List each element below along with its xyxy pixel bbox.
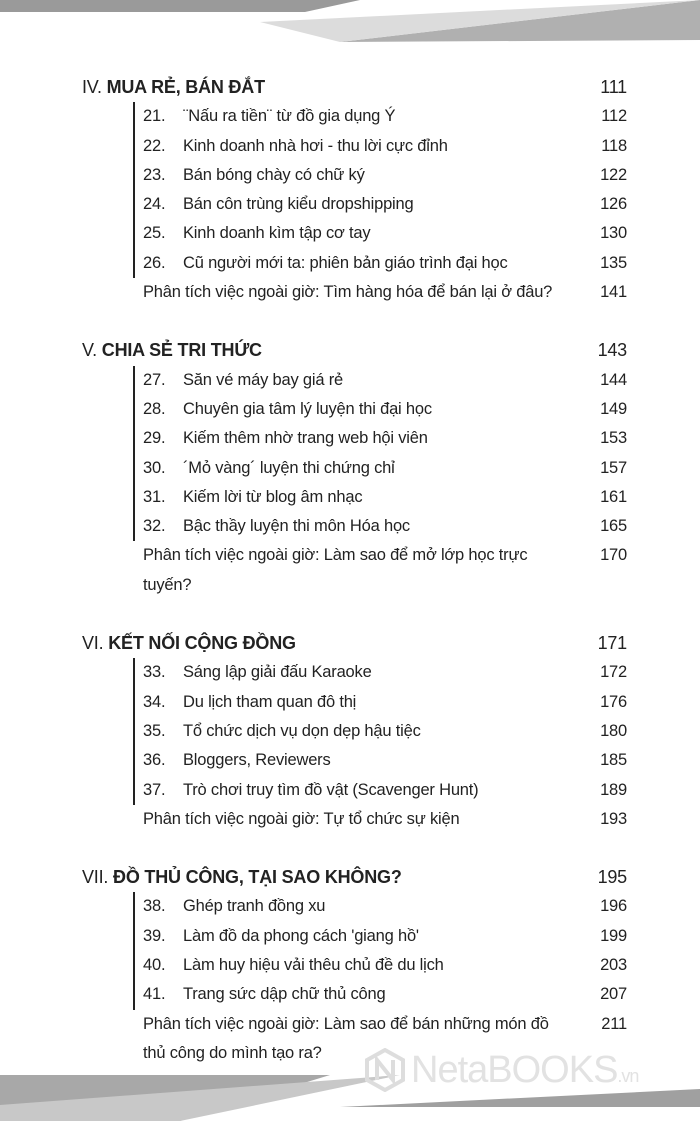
section-title <box>82 73 265 102</box>
chapter-page-number: 149 <box>600 399 627 418</box>
netabooks-logo-icon <box>365 1048 405 1092</box>
analysis-entry[interactable] <box>143 541 627 600</box>
chapter-title: Trò chơi truy tìm đồ vật (Scavenger Hunt) <box>183 780 479 799</box>
section-page-number: 171 <box>597 633 627 654</box>
section-roman-numeral: VII. <box>82 867 109 888</box>
section-page-number: 111 <box>600 77 627 97</box>
section-title <box>82 336 262 365</box>
chapter-number: 33. <box>143 663 166 682</box>
chapter-list <box>133 892 627 1009</box>
chapter-page-number: 161 <box>600 487 627 506</box>
chapter-page-number: 180 <box>600 721 627 740</box>
chapter-page-number: 112 <box>601 107 627 126</box>
chapter-label <box>143 395 432 424</box>
chapter-label <box>143 951 444 980</box>
section-page-number: 195 <box>597 867 627 888</box>
chapter-number: 38. <box>143 897 166 916</box>
chapter-number: 27. <box>143 370 166 389</box>
chapter-label <box>143 892 325 921</box>
chapter-title: Cũ người mới ta: phiên bản giáo trình đại học <box>183 253 508 272</box>
analysis-page-number: 141 <box>600 283 627 302</box>
chapter-number: 35. <box>143 721 166 740</box>
chapter-number: 36. <box>143 751 166 770</box>
analysis-page-number: 211 <box>601 1014 627 1033</box>
chapter-entry[interactable] <box>143 190 627 219</box>
chapter-number: 24. <box>143 195 166 214</box>
chapter-title: Sáng lập giải đấu Karaoke <box>183 663 372 682</box>
analysis-title: Phân tích việc ngoài giờ: Làm sao để mở lớp học trực tuyến? <box>143 546 528 594</box>
chapter-entry[interactable] <box>143 102 627 131</box>
chapter-page-number: 172 <box>600 663 627 682</box>
analysis-page-number: 170 <box>600 546 627 565</box>
chapter-page-number: 189 <box>600 780 627 799</box>
chapter-page-number: 130 <box>600 224 627 243</box>
chapter-number: 41. <box>143 985 166 1004</box>
chapter-title: Tổ chức dịch vụ dọn dẹp hậu tiệc <box>183 721 421 740</box>
chapter-page-number: 196 <box>600 897 627 916</box>
section-name: KẾT NỐI CỘNG ĐỒNG <box>108 633 296 654</box>
section-roman-numeral: VI. <box>82 633 104 654</box>
chapter-label <box>143 483 362 512</box>
chapter-title: Bậc thầy luyện thi môn Hóa học <box>183 517 410 536</box>
chapter-label <box>143 746 331 775</box>
chapter-label <box>143 249 508 278</box>
netabooks-watermark: NetaBOOKS.vn <box>365 1048 638 1092</box>
section-roman-numeral: IV. <box>82 77 102 97</box>
section-heading[interactable] <box>82 73 627 102</box>
chapter-number: 30. <box>143 458 166 477</box>
analysis-title: Phân tích việc ngoài giờ: Tìm hàng hóa để bán lại ở đâu? <box>143 283 553 302</box>
chapter-page-number: 118 <box>601 136 627 155</box>
chapter-label <box>143 658 372 687</box>
section-name: CHIA SẺ TRI THỨC <box>101 340 262 361</box>
chapter-entry[interactable] <box>143 951 627 980</box>
chapter-number: 22. <box>143 136 166 155</box>
chapter-label <box>143 132 448 161</box>
chapter-label <box>143 980 385 1009</box>
chapter-entry[interactable] <box>143 483 627 512</box>
chapter-title: Kinh doanh kìm tập cơ tay <box>183 224 371 243</box>
chapter-label <box>143 688 356 717</box>
chapter-entry[interactable] <box>143 746 627 775</box>
chapter-page-number: 203 <box>600 956 627 975</box>
chapter-entry[interactable] <box>143 658 627 687</box>
decorative-top-band <box>0 0 700 42</box>
chapter-label <box>143 366 343 395</box>
chapter-page-number: 185 <box>600 751 627 770</box>
chapter-page-number: 122 <box>600 165 627 184</box>
chapter-title: Ghép tranh đồng xu <box>183 897 326 916</box>
chapter-entry[interactable] <box>143 219 627 248</box>
chapter-page-number: 126 <box>600 195 627 214</box>
chapter-label <box>143 454 395 483</box>
section-title <box>82 863 402 892</box>
chapter-label <box>143 424 428 453</box>
chapter-number: 23. <box>143 165 166 184</box>
chapter-title: Chuyên gia tâm lý luyện thi đại học <box>183 399 432 418</box>
chapter-title: Du lịch tham quan đô thị <box>183 692 357 711</box>
chapter-page-number: 176 <box>600 692 627 711</box>
chapter-number: 39. <box>143 926 166 945</box>
chapter-label <box>143 190 413 219</box>
analysis-entry[interactable] <box>143 805 627 834</box>
chapter-label <box>143 219 370 248</box>
chapter-title: Kinh doanh nhà hơi - thu lời cực đỉnh <box>183 136 448 155</box>
chapter-entry[interactable] <box>143 892 627 921</box>
chapter-entry[interactable] <box>143 922 627 951</box>
chapter-title: ¨Nấu ra tiền¨ từ đồ gia dụng Ý <box>183 107 396 126</box>
chapter-page-number: 153 <box>600 429 627 448</box>
section-title <box>82 629 296 658</box>
table-of-contents <box>82 73 627 1097</box>
chapter-number: 25. <box>143 224 166 243</box>
chapter-list <box>133 102 627 278</box>
analysis-entry[interactable] <box>143 278 627 307</box>
chapter-page-number: 207 <box>600 985 627 1004</box>
toc-section <box>82 629 627 834</box>
chapter-list <box>133 366 627 542</box>
chapter-title: Bán côn trùng kiểu dropshipping <box>183 195 414 214</box>
section-page-number: 143 <box>597 340 627 361</box>
chapter-number: 37. <box>143 780 166 799</box>
chapter-entry[interactable] <box>143 688 627 717</box>
chapter-list <box>133 658 627 804</box>
section-heading[interactable] <box>82 863 627 892</box>
analysis-title: Phân tích việc ngoài giờ: Tự tổ chức sự kiện <box>143 809 460 828</box>
chapter-number: 28. <box>143 399 166 418</box>
chapter-label <box>143 922 419 951</box>
chapter-entry[interactable] <box>143 424 627 453</box>
chapter-title: Săn vé máy bay giá rẻ <box>183 370 343 389</box>
chapter-title: Làm đồ da phong cách 'giang hồ' <box>183 926 419 945</box>
chapter-title: ´Mỏ vàng´ luyện thi chứng chỉ <box>183 458 395 477</box>
chapter-number: 34. <box>143 692 166 711</box>
chapter-entry[interactable] <box>143 132 627 161</box>
chapter-entry[interactable] <box>143 161 627 190</box>
toc-section <box>82 336 627 600</box>
chapter-label <box>143 102 395 131</box>
chapter-number: 32. <box>143 517 166 536</box>
chapter-page-number: 165 <box>600 517 627 536</box>
section-heading[interactable] <box>82 629 627 658</box>
chapter-title: Bloggers, Reviewers <box>183 751 331 770</box>
section-roman-numeral: V. <box>82 340 97 361</box>
chapter-number: 21. <box>143 107 166 126</box>
toc-section <box>82 863 627 1068</box>
chapter-label <box>143 717 421 746</box>
chapter-page-number: 157 <box>600 458 627 477</box>
section-heading[interactable] <box>82 336 627 365</box>
chapter-label <box>143 512 410 541</box>
chapter-entry[interactable] <box>143 249 627 278</box>
chapter-title: Làm huy hiệu vải thêu chủ đề du lịch <box>183 956 444 975</box>
chapter-title: Kiếm lời từ blog âm nhạc <box>183 487 363 506</box>
section-name: MUA RẺ, BÁN ĐẮT <box>106 77 265 97</box>
analysis-title: Phân tích việc ngoài giờ: Làm sao để bán những món đồ thủ công do mình tạo ra? <box>143 1014 549 1062</box>
chapter-entry[interactable] <box>143 512 627 541</box>
analysis-page-number: 193 <box>600 809 627 828</box>
chapter-title: Bán bóng chày có chữ ký <box>183 165 365 184</box>
chapter-title: Trang sức dập chữ thủ công <box>183 985 386 1004</box>
chapter-number: 40. <box>143 956 166 975</box>
chapter-entry[interactable] <box>143 395 627 424</box>
chapter-page-number: 135 <box>600 253 627 272</box>
chapter-entry[interactable] <box>143 980 627 1009</box>
chapter-page-number: 199 <box>600 926 627 945</box>
chapter-number: 29. <box>143 429 166 448</box>
chapter-entry[interactable] <box>143 717 627 746</box>
chapter-page-number: 144 <box>600 370 627 389</box>
chapter-title: Kiếm thêm nhờ trang web hội viên <box>183 429 428 448</box>
section-name: ĐỒ THỦ CÔNG, TẠI SAO KHÔNG? <box>113 867 402 888</box>
chapter-label <box>143 161 365 190</box>
toc-section <box>82 73 627 307</box>
chapter-number: 26. <box>143 253 166 272</box>
chapter-entry[interactable] <box>143 454 627 483</box>
chapter-label <box>143 776 478 805</box>
chapter-number: 31. <box>143 487 166 506</box>
chapter-entry[interactable] <box>143 776 627 805</box>
chapter-entry[interactable] <box>143 366 627 395</box>
